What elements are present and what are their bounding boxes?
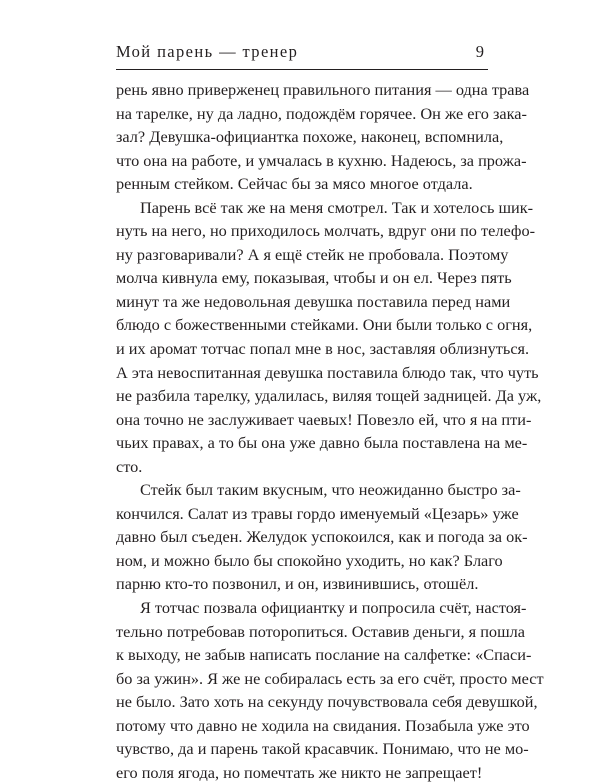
paragraph-3 [116, 478, 528, 596]
running-title: Мой парень — тренер [116, 42, 299, 61]
text-line: Я тотчас позвала официантку и попросила счёт, настоя- [140, 598, 527, 618]
page-number: 9 [475, 42, 484, 61]
text-line: потому что давно не ходила на свидания. Позабыла уже это [116, 715, 530, 735]
text-line: она точно не заслуживает чаевых! Повезло ей, что я на пти- [116, 409, 532, 429]
text-line: парню кто-то позвонил, и он, извинившись, отошёл. [116, 574, 479, 594]
text-line: ном, и можно было бы спокойно уходить, но как? Благо [116, 550, 503, 570]
header-rule [116, 69, 488, 70]
text-line: минут та же недовольная девушка поставила перед нами [116, 291, 511, 311]
text-line: Парень всё так же на меня смотрел. Так и хотелось шик- [140, 197, 534, 217]
text-line: не разбила тарелку, удалилась, виляя тощей задницей. Да уж, [116, 386, 542, 406]
text-line: Стейк был таким вкусным, что неожиданно быстро за- [140, 480, 521, 500]
text-line: чувство, да и парень такой красавчик. Понимаю, что не мо- [116, 739, 529, 759]
text-line: его поля ягода, но помечтать же никто не запрещает! [116, 762, 483, 782]
text-line: тельно потребовав поторопиться. Оставив деньги, я пошла [116, 621, 525, 641]
text-line: молча кивнула ему, показывая, чтобы и он ел. Через пять [116, 268, 512, 288]
text-line: сто. [116, 456, 143, 476]
paragraph-2 [116, 196, 542, 479]
paragraph-4 [116, 596, 544, 784]
text-line: и их аромат тотчас попал мне в нос, заставляя облизнуться. [116, 339, 530, 359]
text-line: А эта невоспитанная девушка поставила блюдо так, что чуть [116, 362, 539, 382]
text-line: на тарелке, ну да ладно, подождём горячее. Он же его зака- [116, 103, 527, 123]
text-line: бо за ужин». Я же не собиралась есть за его счёт, просто мест [116, 668, 544, 688]
text-line: нуть на него, но приходилось молчать, вдруг они по телефо- [116, 221, 536, 241]
text-line: чьих правах, а то бы она уже давно была поставлена на ме- [116, 433, 528, 453]
text-line: рень явно приверженец правильного питания — одна трава [116, 80, 530, 99]
text-line: кончился. Салат из травы гордо именуемый «Цезарь» уже [116, 503, 519, 523]
text-line: давно был съеден. Желудок успокоился, как и погода за ок- [116, 527, 528, 547]
text-line: к выходу, не забыв написать послание на салфетке: «Спаси- [116, 645, 532, 665]
text-line: зал? Девушка-официантка похоже, наконец, вспомнила, [116, 127, 504, 147]
running-head [116, 42, 488, 66]
text-line: блюдо с божественными стейками. Они были только с огня, [116, 315, 533, 335]
paragraph-1 [116, 78, 530, 196]
text-line: не было. Зато хоть на секунду почувствовала себя девушкой, [116, 692, 538, 712]
text-line: ну разговаривали? А я ещё стейк не пробовала. Поэтому [116, 244, 509, 264]
text-line: что она на работе, и умчалась в кухню. Надеюсь, за прожа- [116, 150, 527, 170]
body-text [116, 78, 544, 784]
text-line: ренным стейком. Сейчас бы за мясо многое отдала. [116, 174, 473, 194]
